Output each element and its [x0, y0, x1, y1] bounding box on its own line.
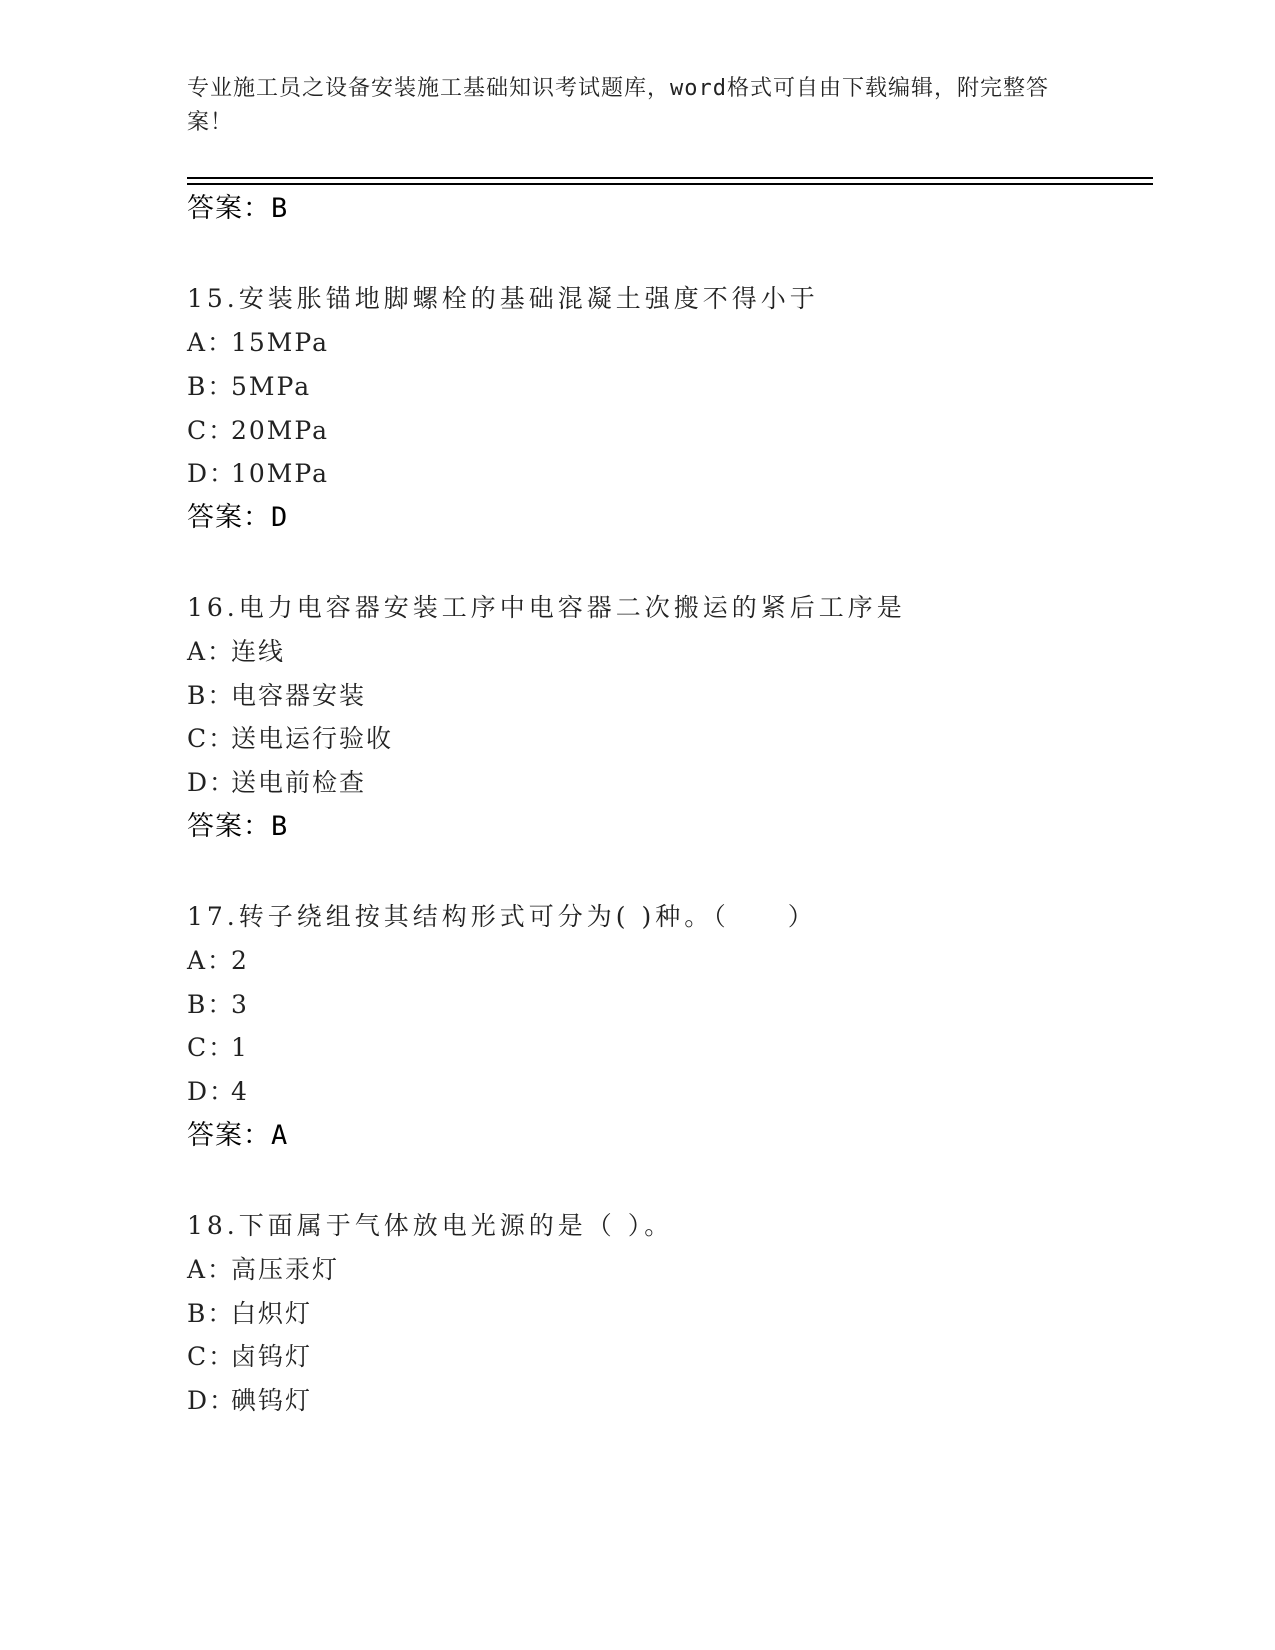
option-key: C：: [187, 1033, 236, 1062]
option-d: [187, 1384, 312, 1418]
option-text: 碘钨灯: [231, 1386, 313, 1415]
option-key: C：: [187, 1342, 236, 1371]
option-key: C：: [187, 724, 236, 753]
option-text: 20MPa: [231, 416, 330, 445]
header-rule-top: [187, 177, 1153, 179]
option-key: C：: [187, 416, 236, 445]
option-key: D：: [187, 459, 237, 488]
option-key: A：: [187, 946, 235, 975]
option-text: 送电运行验收: [231, 724, 394, 753]
option-text: 3: [231, 990, 249, 1019]
option-c: [187, 414, 329, 448]
option-text: 连线: [231, 637, 286, 666]
option-text: 高压汞灯: [231, 1255, 340, 1284]
option-key: B：: [187, 1299, 235, 1328]
option-a: [187, 1253, 339, 1287]
option-b: [187, 370, 311, 404]
answer-line: 答案：A: [187, 1120, 289, 1151]
option-b: [187, 988, 249, 1022]
header-rule-bottom: [187, 183, 1153, 185]
option-c: [187, 1031, 249, 1065]
option-key: B：: [187, 372, 235, 401]
option-text: 送电前检查: [231, 768, 367, 797]
option-text: 4: [231, 1077, 249, 1106]
question-stem: 18.下面属于气体放电光源的是（ ）。: [187, 1211, 674, 1240]
option-text: 10MPa: [231, 459, 330, 488]
option-c: [187, 1340, 312, 1374]
answer-line: 答案：B: [187, 811, 289, 842]
option-a: [187, 326, 329, 360]
option-c: [187, 722, 393, 756]
option-key: B：: [187, 990, 235, 1019]
question-stem: 15.安装胀锚地脚螺栓的基础混凝土强度不得小于: [187, 284, 819, 313]
option-d: [187, 457, 329, 491]
question-stem: 16.电力电容器安装工序中电容器二次搬运的紧后工序是: [187, 593, 906, 622]
option-d: [187, 766, 366, 800]
option-text: 2: [231, 946, 249, 975]
option-text: 15MPa: [231, 328, 330, 357]
option-key: D：: [187, 1077, 237, 1106]
option-key: D：: [187, 1386, 237, 1415]
answer-line: 答案：B: [187, 193, 289, 224]
option-key: A：: [187, 328, 235, 357]
option-text: 电容器安装: [231, 681, 367, 710]
option-key: A：: [187, 1255, 235, 1284]
option-b: [187, 1297, 312, 1331]
option-a: [187, 944, 249, 978]
option-key: B：: [187, 681, 235, 710]
option-text: 1: [231, 1033, 249, 1062]
option-d: [187, 1075, 249, 1109]
option-text: 卤钨灯: [231, 1342, 313, 1371]
question-stem: 17.转子绕组按其结构形式可分为( )种。（ ）: [187, 902, 817, 931]
option-b: [187, 679, 366, 713]
option-text: 白炽灯: [231, 1299, 313, 1328]
option-key: D：: [187, 768, 237, 797]
option-key: A：: [187, 637, 235, 666]
document-header: 专业施工员之设备安装施工基础知识考试题库，word格式可自由下载编辑，附完整答案！: [187, 76, 1049, 135]
option-text: 5MPa: [231, 372, 312, 401]
option-a: [187, 635, 285, 669]
answer-line: 答案：D: [187, 502, 289, 533]
